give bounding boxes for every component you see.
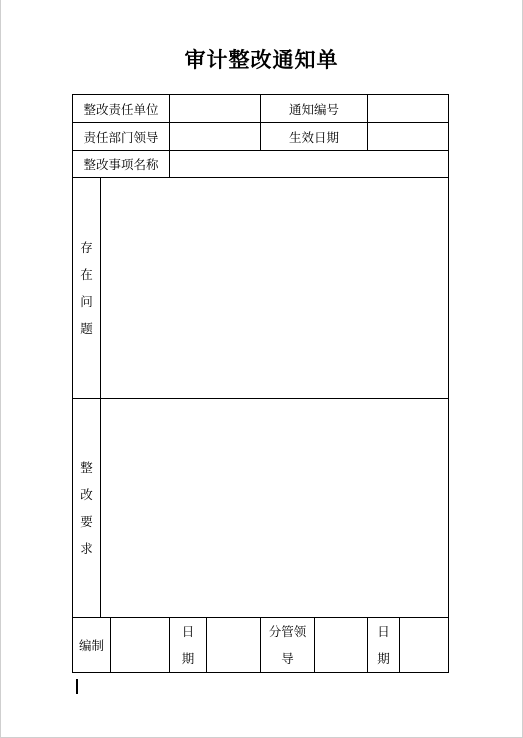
date-label-char: 日 xyxy=(377,624,390,639)
issues-field[interactable] xyxy=(101,178,449,399)
prepared-label: 编制 xyxy=(73,618,111,673)
requirements-label-char: 要 xyxy=(80,514,93,529)
requirements-field[interactable] xyxy=(101,399,449,618)
audit-form-table xyxy=(72,94,449,673)
issues-label-char: 题 xyxy=(80,321,93,336)
date-label-char: 期 xyxy=(181,651,195,666)
prepared-field[interactable] xyxy=(111,618,170,673)
notice-number-field[interactable] xyxy=(368,95,449,123)
item-name-label: 整改事项名称 xyxy=(73,151,170,178)
row-leader xyxy=(73,123,449,151)
date-field-2[interactable] xyxy=(400,618,449,673)
row-issues xyxy=(73,178,449,399)
item-name-field[interactable] xyxy=(170,151,449,178)
dept-leader-field[interactable] xyxy=(170,123,261,151)
rectify-unit-field[interactable] xyxy=(170,95,261,123)
requirements-label-char: 整 xyxy=(80,460,93,475)
leader-label-line: 分管领 xyxy=(268,624,307,639)
dept-leader-label: 责任部门领导 xyxy=(73,123,170,151)
leader-label xyxy=(261,618,315,673)
notice-number-label: 通知编号 xyxy=(261,95,368,123)
effective-date-field[interactable] xyxy=(368,123,449,151)
row-requirements xyxy=(73,399,449,618)
issues-label-char: 在 xyxy=(80,267,93,282)
text-cursor xyxy=(76,679,78,694)
page-border-left xyxy=(0,0,1,738)
requirements-label-char: 求 xyxy=(80,541,93,556)
issues-label xyxy=(73,178,101,399)
leader-label-line: 导 xyxy=(281,651,294,666)
leader-field[interactable] xyxy=(315,618,368,673)
rectify-unit-label: 整改责任单位 xyxy=(73,95,170,123)
row-footer xyxy=(73,618,449,673)
issues-label-char: 存 xyxy=(80,240,93,255)
date-field-1[interactable] xyxy=(207,618,261,673)
row-item-name xyxy=(73,151,449,178)
date-label-2 xyxy=(368,618,400,673)
issues-label-char: 问 xyxy=(80,294,93,309)
requirements-label-char: 改 xyxy=(80,487,93,502)
document-title: 审计整改通知单 xyxy=(184,48,339,72)
date-label-char: 日 xyxy=(181,624,195,639)
date-label-1 xyxy=(170,618,207,673)
requirements-label xyxy=(73,399,101,618)
row-unit xyxy=(73,95,449,123)
effective-date-label: 生效日期 xyxy=(261,123,368,151)
date-label-char: 期 xyxy=(377,651,390,666)
